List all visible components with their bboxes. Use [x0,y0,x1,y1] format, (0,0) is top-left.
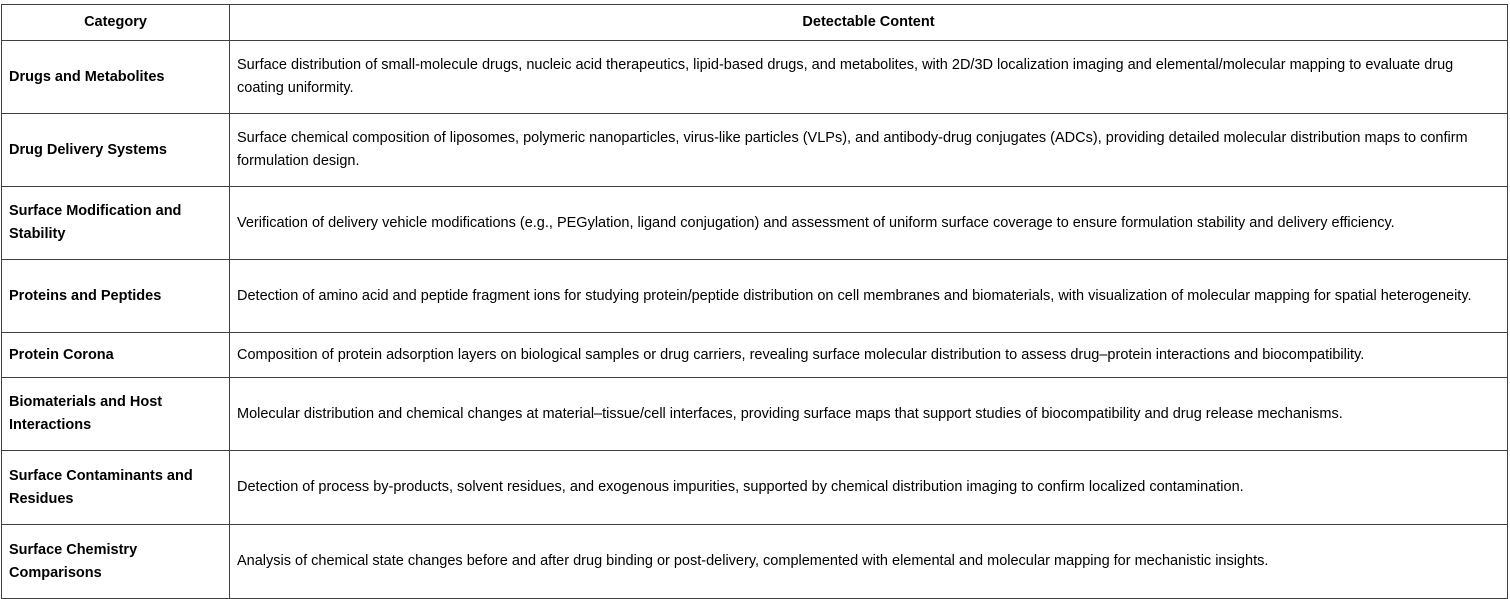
table-row [2,451,1508,525]
header-detectable-content: Detectable Content [230,5,1508,41]
detectable-content-table [1,4,1508,599]
category-cell: Surface Modification and Stability [2,187,230,260]
content-cell: Detection of amino acid and peptide fragment ions for studying protein/peptide distribution on cell membranes and biomaterials, with visualization of molecular mapping for spatial heterogeneity. [230,260,1508,333]
content-cell: Analysis of chemical state changes before and after drug binding or post-delivery, complemented with elemental and molecular mapping for mechanistic insights. [230,525,1508,599]
table-row [2,260,1508,333]
table-row [2,333,1508,378]
category-cell: Protein Corona [2,333,230,378]
content-cell: Verification of delivery vehicle modifications (e.g., PEGylation, ligand conjugation) and assessment of uniform surface coverage to ensure formulation stability and delivery efficiency. [230,187,1508,260]
content-cell: Surface chemical composition of liposomes, polymeric nanoparticles, virus-like particles (VLPs), and antibody-drug conjugates (ADCs), providing detailed molecular distribution maps to confirm formulation design. [230,114,1508,187]
content-cell: Detection of process by-products, solvent residues, and exogenous impurities, supported by chemical distribution imaging to confirm localized contamination. [230,451,1508,525]
category-cell: Surface Contaminants and Residues [2,451,230,525]
content-cell: Molecular distribution and chemical changes at material–tissue/cell interfaces, providing surface maps that support studies of biocompatibility and drug release mechanisms. [230,378,1508,451]
category-cell: Drug Delivery Systems [2,114,230,187]
category-cell: Proteins and Peptides [2,260,230,333]
header-row [2,5,1508,41]
category-cell: Drugs and Metabolites [2,41,230,114]
table-row [2,114,1508,187]
table-row [2,525,1508,599]
header-category: Category [2,5,230,41]
table-row [2,378,1508,451]
table-row [2,187,1508,260]
category-cell: Biomaterials and Host Interactions [2,378,230,451]
category-cell: Surface Chemistry Comparisons [2,525,230,599]
content-cell: Surface distribution of small-molecule drugs, nucleic acid therapeutics, lipid-based drugs, and metabolites, with 2D/3D localization imaging and elemental/molecular mapping to evaluate drug coating uniformity. [230,41,1508,114]
content-cell: Composition of protein adsorption layers on biological samples or drug carriers, revealing surface molecular distribution to assess drug–protein interactions and biocompatibility. [230,333,1508,378]
table-row [2,41,1508,114]
